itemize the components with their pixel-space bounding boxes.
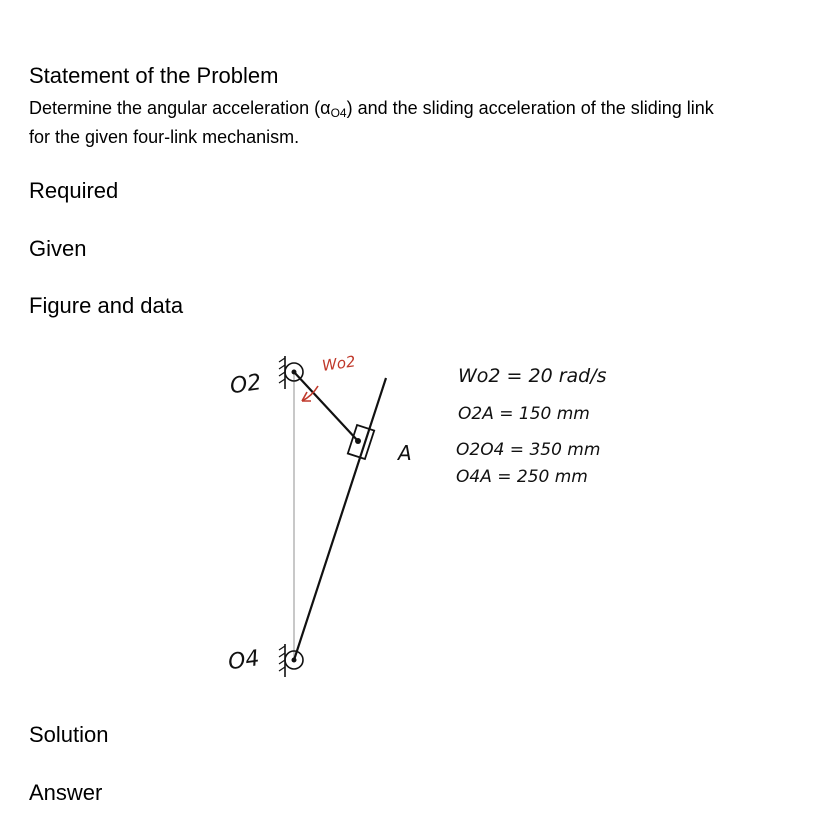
- section-given: Given: [29, 236, 87, 261]
- section-required: Required: [29, 178, 119, 203]
- data-o2a: O2A = 150 mm: [458, 404, 590, 424]
- pin-a: [355, 438, 361, 444]
- statement-line-2: for the given four-link mechanism.: [29, 127, 300, 147]
- pivot-o4: [279, 644, 303, 677]
- statement-text-after: ) and the sliding acceleration of the sliding link: [346, 98, 714, 118]
- crank-link: [294, 372, 358, 441]
- label-o2: O2: [228, 370, 263, 400]
- section-solution: Solution: [29, 722, 109, 747]
- label-o4: O4: [226, 646, 262, 676]
- section-answer: Answer: [29, 780, 103, 805]
- data-o4a: O4A = 250 mm: [456, 467, 588, 487]
- data-o2o4: O2O4 = 350 mm: [456, 440, 601, 460]
- alpha-subscript: O4: [330, 106, 347, 120]
- section-figure: Figure and data: [29, 293, 184, 318]
- label-omega: Wo2: [320, 352, 357, 375]
- label-a: A: [398, 441, 412, 465]
- pivot-o2: [279, 356, 303, 389]
- statement-text-before: Determine the angular acceleration (: [29, 98, 321, 118]
- problem-heading: Statement of the Problem: [29, 63, 279, 88]
- alpha-symbol: α: [320, 98, 331, 118]
- data-omega: Wo2 = 20 rad/s: [458, 365, 607, 387]
